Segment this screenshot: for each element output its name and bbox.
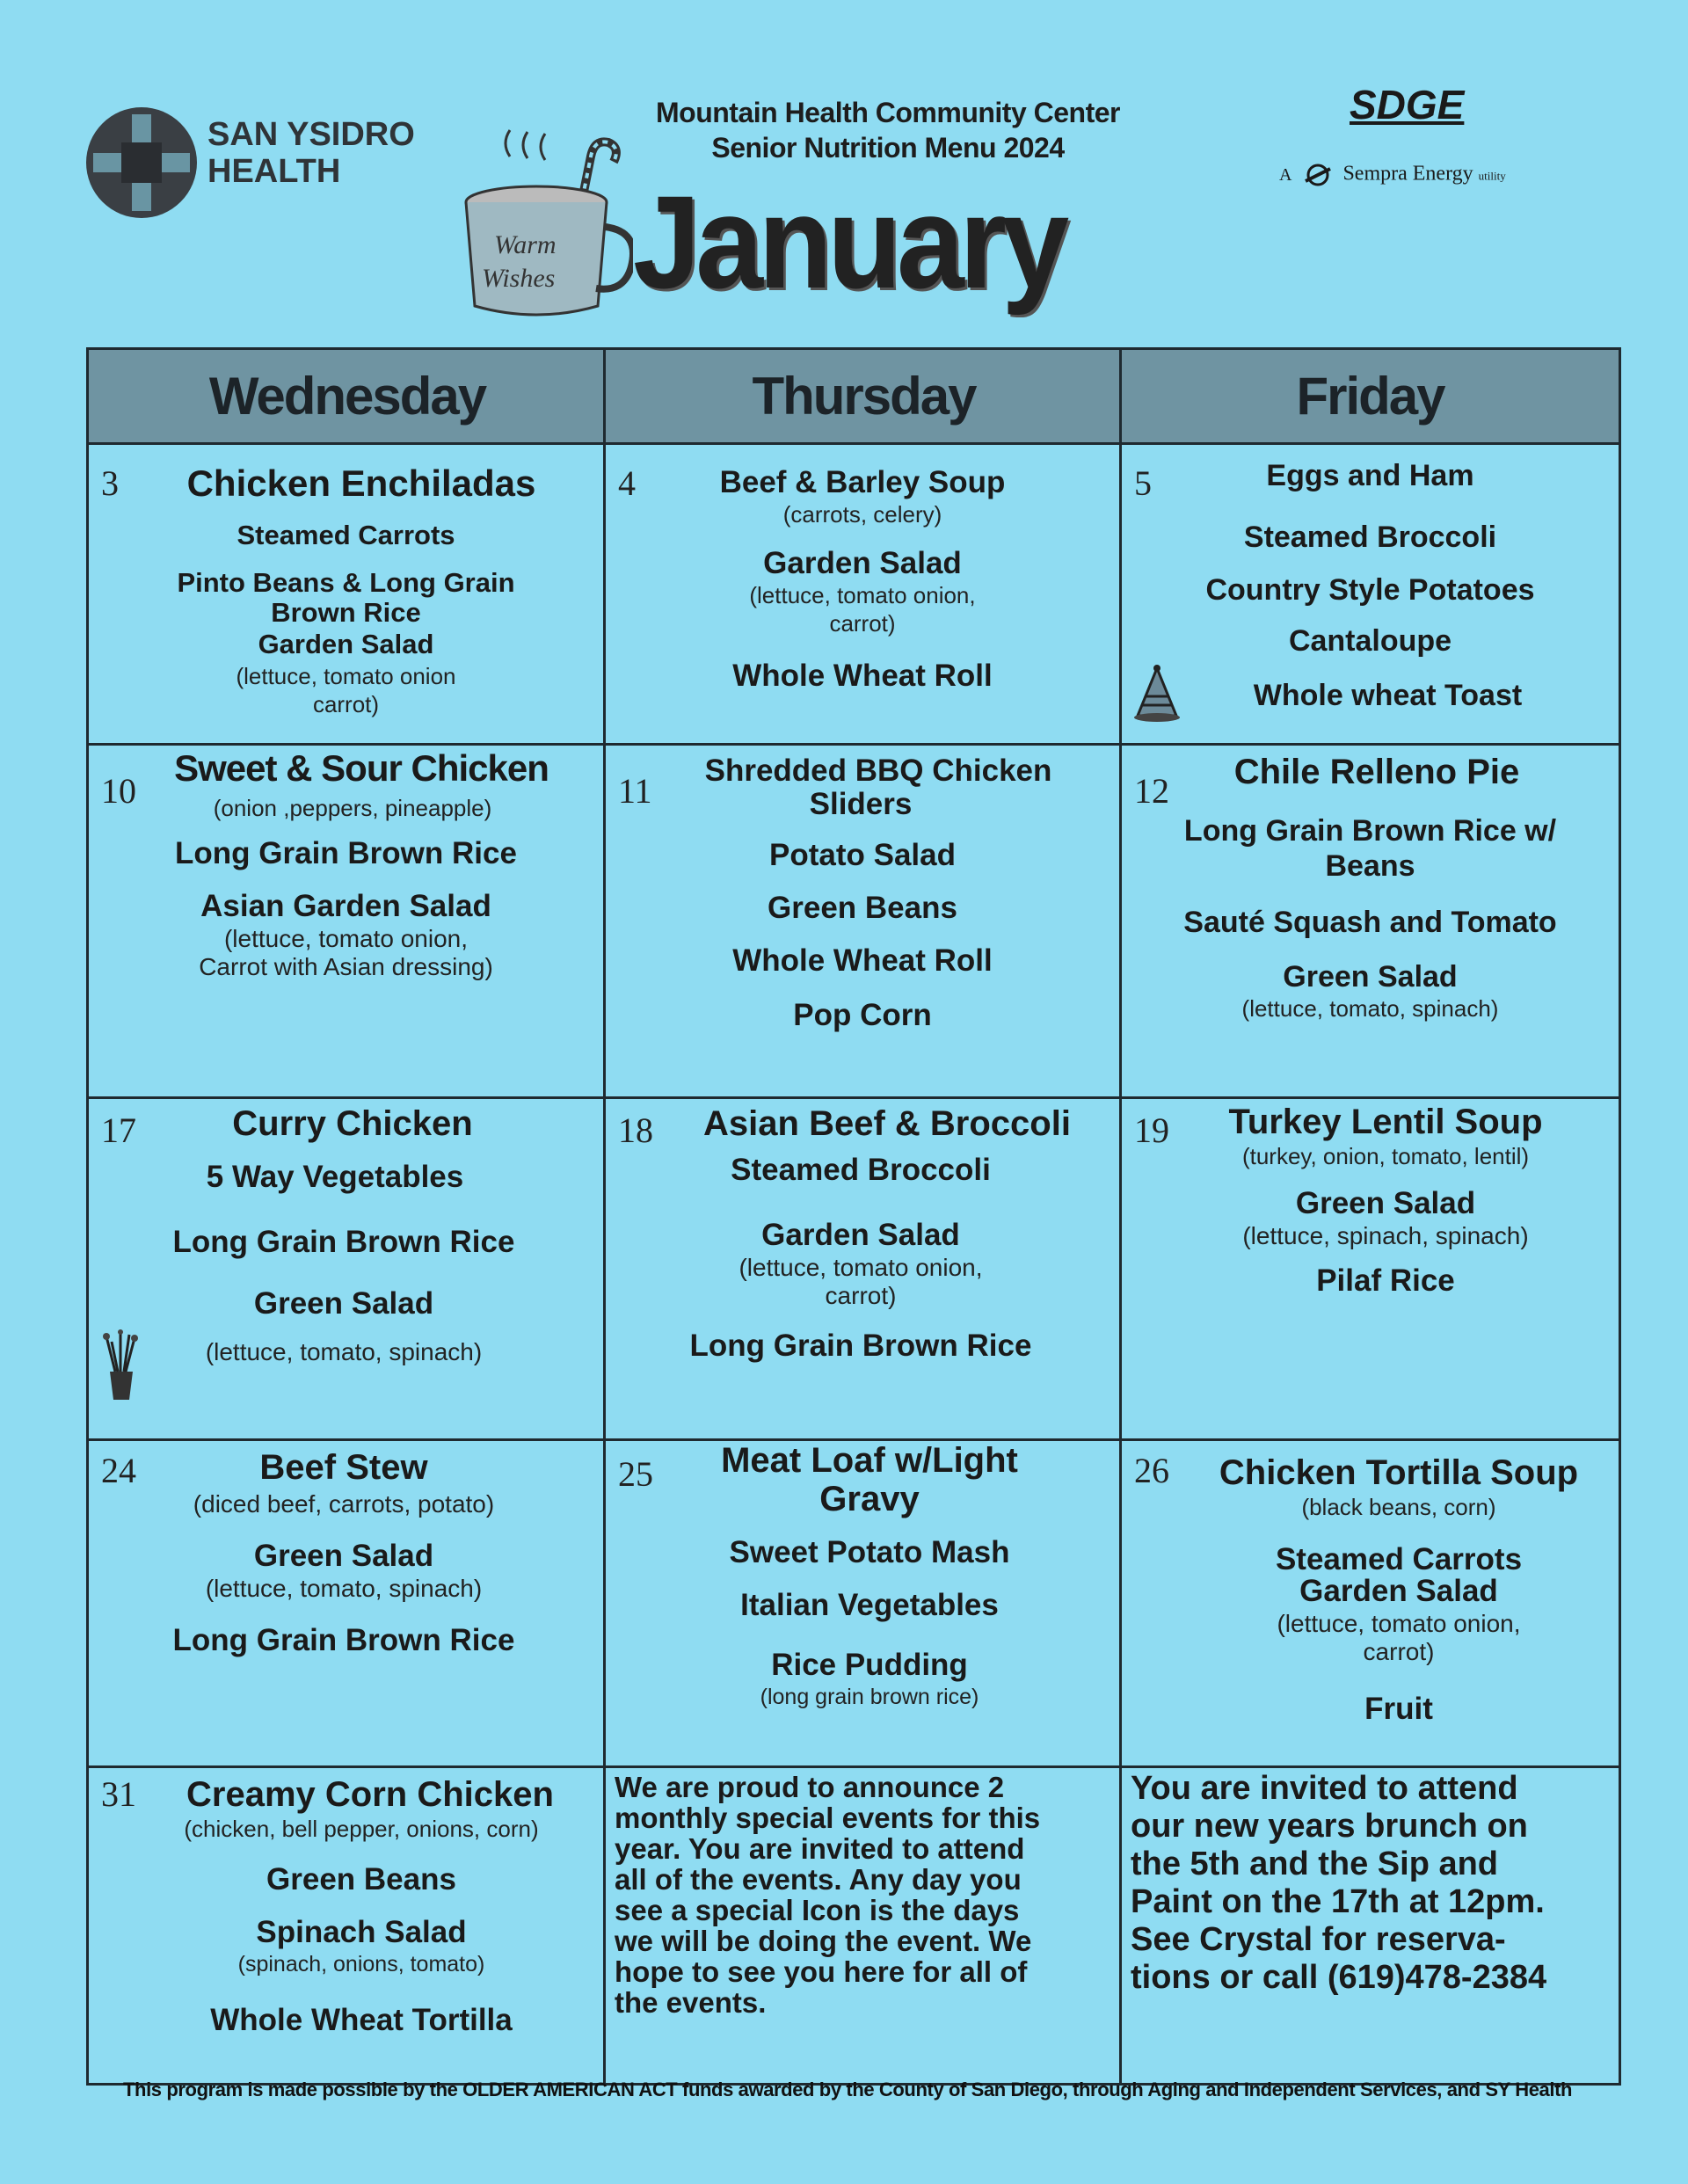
- menu-item: Beans: [1325, 849, 1415, 883]
- day-number: 18: [618, 1110, 653, 1150]
- menu-note: carrot): [312, 691, 380, 717]
- menu-item: Whole wheat Toast: [1253, 679, 1523, 712]
- day-number: 4: [618, 463, 636, 503]
- day-number: 5: [1134, 463, 1152, 503]
- menu-note: (black beans, corn): [1301, 1494, 1496, 1520]
- menu-item: Eggs and Ham: [1266, 459, 1474, 492]
- day-number: 12: [1134, 771, 1169, 811]
- menu-note: (chicken, bell pepper, onions, corn): [184, 1816, 539, 1842]
- san-ysidro-logo-text: SAN YSIDRO HEALTH: [207, 116, 415, 190]
- menu-item: Green Beans: [266, 1862, 456, 1896]
- menu-item: Cantaloupe: [1288, 624, 1452, 658]
- day-number: 25: [618, 1454, 653, 1494]
- party-hat-icon: [1131, 665, 1183, 723]
- menu-item: Country Style Potatoes: [1205, 573, 1535, 607]
- menu-note: (lettuce, tomato, spinach): [1241, 995, 1499, 1022]
- menu-item: Shredded BBQ Chicken: [704, 753, 1052, 788]
- day-cell-17: [89, 1099, 603, 1438]
- menu-item: Garden Salad: [258, 629, 434, 659]
- menu-item: Green Salad: [253, 1539, 434, 1573]
- sdge-logo-text: SDGE: [1350, 82, 1465, 127]
- day-number: 24: [101, 1451, 136, 1490]
- san-ysidro-health-logo: [86, 107, 455, 248]
- menu-item: Beef & Barley Soup: [719, 465, 1006, 499]
- day-cell-12: [1122, 746, 1619, 1096]
- menu-item: Asian Beef & Broccoli: [703, 1104, 1071, 1143]
- day-cell-25: [606, 1441, 1119, 1765]
- menu-item: Green Salad: [1295, 1186, 1476, 1220]
- menu-item: Chile Relleno Pie: [1233, 753, 1520, 791]
- announcement-cell: [606, 1768, 1119, 2083]
- menu-item: Steamed Broccoli: [731, 1153, 991, 1187]
- menu-note: (lettuce, tomato, spinach): [205, 1575, 483, 1602]
- invitation-cell: [1122, 1768, 1619, 2083]
- menu-item: Whole Wheat Roll: [732, 659, 993, 693]
- menu-item: Fruit: [1364, 1692, 1433, 1726]
- menu-item: Sliders: [809, 787, 913, 821]
- day-cell-24: [89, 1441, 603, 1765]
- menu-note: (lettuce, tomato, spinach): [205, 1338, 483, 1365]
- menu-note: (lettuce, tomato onion,: [749, 582, 976, 608]
- menu-title: Mountain Health Community Center Senior Nutrition Menu 2024: [655, 97, 1120, 164]
- sempra-swirl-icon: [1302, 162, 1334, 188]
- menu-item: Chicken Tortilla Soup: [1219, 1453, 1579, 1492]
- menu-item: Sauté Squash and Tomato: [1183, 906, 1557, 939]
- menu-note: (lettuce, spinach, spinach): [1242, 1222, 1529, 1249]
- menu-calendar-grid: [86, 347, 1621, 2086]
- menu-item: Pop Corn: [793, 998, 932, 1032]
- menu-note: (long grain brown rice): [760, 1685, 979, 1709]
- day-cell-31: [89, 1768, 603, 2083]
- menu-item: Garden Salad: [763, 546, 962, 580]
- weekday-header-row: [89, 350, 1619, 445]
- menu-note: (lettuce, tomato onion,: [738, 1254, 983, 1281]
- menu-item: Long Grain Brown Rice: [689, 1329, 1032, 1363]
- menu-note: (lettuce, tomato onion,: [1277, 1610, 1521, 1637]
- header-friday: Friday: [1296, 367, 1444, 426]
- menu-item: Brown Rice: [271, 597, 421, 628]
- day-cell-4: [606, 445, 1119, 743]
- menu-note: (spinach, onions, tomato): [237, 1952, 485, 1977]
- menu-note: (onion ,peppers, pineapple): [213, 795, 492, 821]
- day-number: 26: [1134, 1451, 1169, 1490]
- menu-item: Spinach Salad: [256, 1915, 467, 1949]
- day-cell-11: [606, 746, 1119, 1096]
- menu-note: (turkey, onion, tomato, lentil): [1241, 1143, 1530, 1169]
- day-number: 31: [101, 1774, 136, 1814]
- menu-item: Green Beans: [768, 891, 957, 925]
- day-cell-10: [89, 746, 603, 1096]
- svg-text:Wishes: Wishes: [482, 264, 556, 293]
- header-wednesday: Wednesday: [208, 367, 486, 426]
- day-cell-19: [1122, 1099, 1619, 1438]
- menu-note: (carrots, celery): [782, 501, 942, 528]
- day-number: 17: [101, 1110, 136, 1150]
- month-title: January: [633, 168, 1065, 316]
- menu-note: (lettuce, tomato onion: [236, 663, 456, 689]
- header-thursday: Thursday: [752, 367, 976, 426]
- menu-item: Long Grain Brown Rice w/: [1183, 814, 1557, 848]
- menu-note: carrot): [829, 610, 896, 637]
- menu-note: (lettuce, tomato onion,: [223, 925, 469, 952]
- menu-item: Creamy Corn Chicken: [186, 1775, 554, 1814]
- menu-item: Sweet & Sour Chicken: [174, 747, 549, 789]
- day-number: 11: [618, 771, 652, 811]
- menu-item: Italian Vegetables: [740, 1588, 999, 1622]
- menu-item: Curry Chicken: [232, 1104, 473, 1143]
- announcement-text: We are proud to announce 2 monthly special events for this year. You are invited to attend all of the events. Any day you see a special Icon is the days we will be doing the event. We hope to see you here for all of the events.: [615, 1771, 1041, 2019]
- menu-item: Pilaf Rice: [1316, 1263, 1455, 1298]
- menu-item: Chicken Enchiladas: [186, 462, 536, 504]
- menu-item: Beef Stew: [259, 1448, 428, 1487]
- svg-text:Warm: Warm: [494, 230, 557, 259]
- day-cell-26: [1122, 1441, 1619, 1765]
- menu-item: Garden Salad: [761, 1218, 960, 1252]
- menu-item: Potato Salad: [769, 838, 956, 872]
- menu-item: Garden Salad: [1299, 1574, 1498, 1608]
- menu-item: Steamed Broccoli: [1243, 521, 1497, 554]
- menu-item: Long Grain Brown Rice: [172, 1623, 515, 1657]
- menu-item: Steamed Carrots: [1275, 1542, 1523, 1576]
- menu-note: carrot): [825, 1282, 897, 1309]
- menu-item: Meat Loaf w/Light: [721, 1441, 1018, 1480]
- menu-note: Carrot with Asian dressing): [199, 953, 493, 980]
- day-number: 3: [101, 463, 119, 503]
- menu-item: Rice Pudding: [771, 1648, 968, 1682]
- sempra-tagline: A Sempra Energy utility: [1279, 162, 1506, 188]
- warm-wishes-mug-icon: [448, 121, 633, 332]
- day-cell-18: [606, 1099, 1119, 1438]
- menu-item: Sweet Potato Mash: [729, 1535, 1010, 1569]
- day-cell-5: [1122, 445, 1619, 743]
- menu-item: Gravy: [819, 1480, 920, 1518]
- day-cell-3: [89, 445, 603, 743]
- menu-item: Asian Garden Salad: [200, 889, 491, 923]
- menu-note: (diced beef, carrots, potato): [193, 1490, 495, 1518]
- menu-item: Green Salad: [253, 1286, 434, 1321]
- sdge-logo: [1279, 81, 1552, 204]
- menu-item: Whole Wheat Tortilla: [210, 2003, 513, 2037]
- menu-item: Long Grain Brown Rice: [172, 1225, 515, 1259]
- menu-item: Pinto Beans & Long Grain: [177, 567, 515, 598]
- menu-item: 5 Way Vegetables: [206, 1160, 464, 1194]
- day-number: 19: [1134, 1110, 1169, 1150]
- menu-item: Steamed Carrots: [236, 520, 455, 550]
- invitation-text: You are invited to attend our new years brunch on the 5th and the Sip and Paint on the 17th at 12pm. See Crystal for reserva- tions or call (619)478-2384: [1131, 1770, 1547, 1996]
- san-ysidro-emblem-icon: [86, 107, 197, 218]
- menu-item: Green Salad: [1283, 960, 1458, 994]
- menu-item: Long Grain Brown Rice: [175, 836, 517, 870]
- menu-note: carrot): [1363, 1638, 1435, 1665]
- day-number: 10: [101, 771, 136, 811]
- paint-brushes-icon: [98, 1329, 143, 1401]
- funding-footer: This program is made possible by the OLDER AMERICAN ACT funds awarded by the County of San Diego, through Aging and Independent Services, and SY Health: [123, 2078, 1573, 2100]
- menu-item: Turkey Lentil Soup: [1228, 1103, 1543, 1141]
- menu-item: Whole Wheat Roll: [732, 943, 993, 978]
